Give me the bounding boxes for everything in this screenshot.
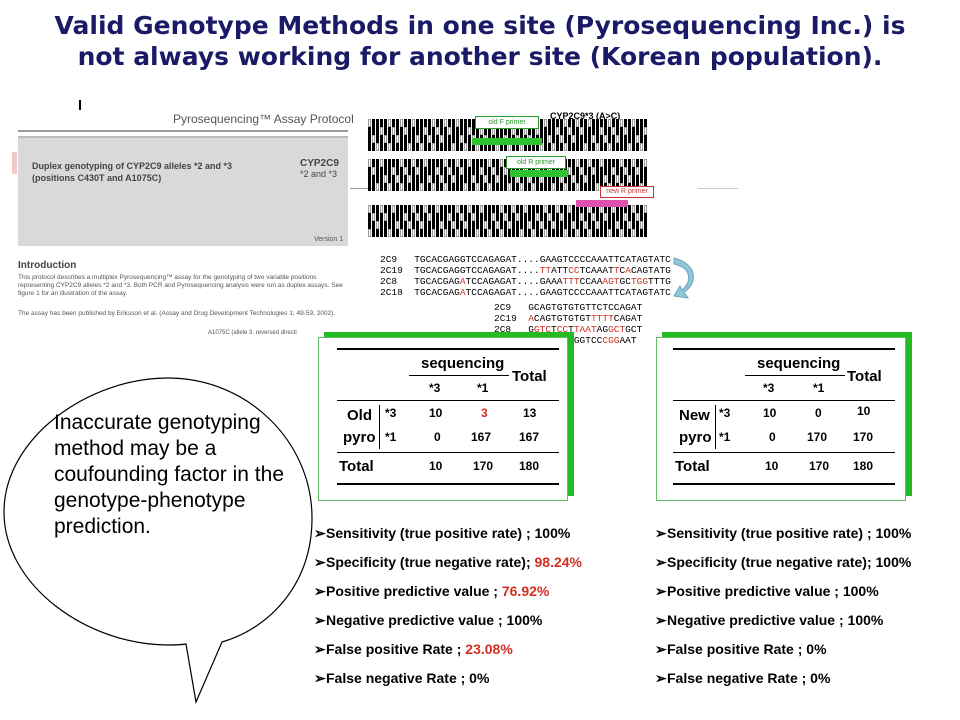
old-total-c2: 170 bbox=[473, 459, 494, 473]
arrow-bullet-icon: ➢ bbox=[655, 612, 667, 628]
stat-row bbox=[655, 524, 911, 553]
arrow-bullet-icon: ➢ bbox=[314, 641, 326, 657]
sequence-residues: TGCACGAGATCCAGAGAT....GAAGTCCCCAAATTCATAGTATC bbox=[414, 287, 671, 298]
mismatch-residue: G bbox=[608, 335, 614, 346]
new-r2-c1: 0 bbox=[769, 430, 776, 444]
old-total-row-label: Total bbox=[339, 458, 374, 475]
mismatch-residue: A bbox=[585, 324, 591, 335]
stat-label: Sensitivity (true positive rate) ; bbox=[667, 525, 876, 541]
stat-row bbox=[314, 553, 582, 582]
arrow-bullet-icon: ➢ bbox=[655, 554, 667, 570]
new-r2-c2: 170 bbox=[807, 430, 828, 444]
sequence-alignment bbox=[350, 108, 696, 346]
alignment-row bbox=[368, 208, 648, 216]
new-total-row-label: Total bbox=[675, 458, 710, 475]
mismatch-residue: A bbox=[459, 276, 466, 287]
mismatch-residue: G bbox=[608, 324, 614, 335]
mismatch-residue: C bbox=[545, 324, 552, 335]
arrow-bullet-icon: ➢ bbox=[314, 583, 326, 599]
arrow-bullet-icon: ➢ bbox=[314, 554, 326, 570]
mismatch-residue: G bbox=[642, 276, 649, 287]
mismatch-residue: A bbox=[602, 276, 609, 287]
mismatch-residue: T bbox=[590, 313, 597, 324]
new-r2-total: 170 bbox=[853, 430, 874, 444]
mismatch-residue: G bbox=[613, 335, 620, 346]
protocol-box-gene bbox=[300, 158, 339, 180]
stat-label: Positive predictive value ; bbox=[326, 583, 502, 599]
new-r1-c2: 0 bbox=[815, 406, 822, 420]
stat-row bbox=[314, 582, 582, 611]
stat-value: 0% bbox=[806, 641, 827, 657]
mismatch-residue: T bbox=[573, 324, 580, 335]
old-r1-c1: 10 bbox=[429, 406, 443, 420]
protocol-intro-heading: Introduction bbox=[18, 260, 77, 271]
old-row-label-2: pyro bbox=[343, 429, 376, 446]
old-r1-c2: 3 bbox=[481, 406, 488, 420]
old-table-content bbox=[319, 338, 567, 500]
new-col-3: *3 bbox=[763, 381, 775, 395]
sequence-line bbox=[380, 254, 671, 265]
new-pyro-table bbox=[656, 337, 906, 501]
sequence-name: 2C19 bbox=[494, 313, 529, 324]
stat-value: 100% bbox=[842, 583, 879, 599]
old-r2-label: *1 bbox=[385, 430, 397, 444]
old-total-header: Total bbox=[512, 368, 547, 385]
stat-row bbox=[655, 582, 911, 611]
old-r1-total: 13 bbox=[523, 406, 537, 420]
new-r1-label: *3 bbox=[719, 406, 731, 420]
mismatch-residue: T bbox=[573, 276, 580, 287]
sequence-name: 2C9 bbox=[494, 302, 529, 313]
old-col-1: *1 bbox=[477, 381, 489, 395]
protocol-header: Pyrosequencing™ Assay Protocol bbox=[173, 112, 354, 126]
mismatch-residue: T bbox=[568, 276, 574, 287]
new-total-c3: 180 bbox=[853, 459, 874, 473]
protocol-title-box bbox=[18, 136, 348, 246]
arrow-bullet-icon: ➢ bbox=[314, 612, 326, 628]
stat-value: 76.92% bbox=[501, 583, 550, 599]
sequence-name: 2C18 bbox=[380, 287, 415, 298]
sequence-residues: TGCACGAGGTCCAGAGAT....GAAGTCCCCAAATTCATAGTATC bbox=[414, 254, 671, 265]
stat-label: Positive predictive value ; bbox=[667, 583, 843, 599]
old-pyro-table bbox=[318, 337, 568, 501]
mismatch-residue: A bbox=[459, 287, 466, 298]
sequence-line bbox=[380, 265, 671, 276]
alignment-row bbox=[368, 130, 648, 138]
sequence-line bbox=[494, 302, 642, 313]
stat-value: 100% bbox=[875, 554, 912, 570]
stat-value: 100% bbox=[534, 525, 571, 541]
new-row-label-1: New bbox=[679, 407, 710, 424]
arrow-bullet-icon: ➢ bbox=[314, 525, 326, 541]
stat-value: 98.24% bbox=[534, 554, 582, 570]
new-total-c2: 170 bbox=[809, 459, 830, 473]
stat-value: 100% bbox=[847, 612, 884, 628]
mismatch-residue: G bbox=[636, 276, 643, 287]
old-r2-total: 167 bbox=[519, 430, 540, 444]
old-total-c1: 10 bbox=[429, 459, 443, 473]
stat-value: 23.08% bbox=[465, 641, 513, 657]
old-row-label-1: Old bbox=[347, 407, 372, 424]
sequence-line bbox=[494, 324, 642, 335]
divider bbox=[698, 188, 738, 189]
mismatch-residue: C bbox=[562, 324, 569, 335]
new-col-1: *1 bbox=[813, 381, 825, 395]
mismatch-residue: C bbox=[613, 324, 620, 335]
old-sequencing-header: sequencing bbox=[421, 355, 505, 372]
stat-row bbox=[314, 524, 582, 553]
mismatch-residue: T bbox=[608, 313, 614, 324]
mismatch-residue: C bbox=[568, 265, 574, 276]
new-r1-c1: 10 bbox=[763, 406, 777, 420]
stat-label: Negative predictive value ; bbox=[667, 612, 848, 628]
mismatch-residue: A bbox=[579, 324, 586, 335]
stat-row bbox=[314, 640, 582, 669]
sequence-residues: TGCACGAGGTCCAGAGAT....TTATTCCTCAAATTCACAGTATG bbox=[414, 265, 671, 276]
protocol-version: Version 1 bbox=[314, 236, 344, 243]
old-total-c3: 180 bbox=[519, 459, 540, 473]
red-marker bbox=[12, 152, 17, 174]
old-col-3: *3 bbox=[429, 381, 441, 395]
old-f-primer-label: old F primer bbox=[475, 116, 539, 129]
mismatch-residue: T bbox=[539, 324, 546, 335]
new-table-content bbox=[657, 338, 905, 500]
sequence-residues: ACAGTGTGTGTTTTTCAGAT bbox=[528, 313, 643, 324]
protocol-note: The assay has been published by Eriksson et al. (Assay and Drug Development Technologies 1; 49-59, 2002). bbox=[18, 310, 336, 317]
old-stats-list bbox=[314, 524, 582, 698]
old-r2-c2: 167 bbox=[471, 430, 492, 444]
mismatch-residue: A bbox=[528, 313, 534, 324]
sequence-residues: GCAGTGTGTGTTCTCCAGAT bbox=[528, 302, 643, 313]
protocol-rule bbox=[18, 130, 348, 132]
protocol-intro-text: This protocol describes a multiplex Pyrosequencing™ assay for the genotyping of two variable positions representing CYP2C9 alleles *2 and *3. Both PCR and Pyrosequencing analysis were run as duplex assays. See figure 1 for an illustration of the assay. bbox=[18, 274, 343, 297]
stat-value: 0% bbox=[469, 670, 490, 686]
sequence-name: 2C19 bbox=[380, 265, 415, 276]
stat-label: False positive Rate ; bbox=[667, 641, 807, 657]
protocol-excerpt bbox=[18, 104, 354, 344]
old-r-primer-label: old R primer bbox=[506, 156, 566, 169]
new-sequencing-header: sequencing bbox=[757, 355, 841, 372]
stat-label: Negative predictive value ; bbox=[326, 612, 507, 628]
protocol-fig-caption: A1075C (allele 3, reversed directi bbox=[208, 330, 297, 336]
curved-arrow-icon bbox=[670, 256, 700, 300]
mismatch-residue: T bbox=[613, 276, 620, 287]
stat-label: Specificity (true negative rate); bbox=[326, 554, 535, 570]
stat-row bbox=[314, 611, 582, 640]
old-f-primer-highlight bbox=[472, 138, 542, 145]
alignment-row bbox=[368, 216, 648, 224]
new-total-header: Total bbox=[847, 368, 882, 385]
new-stats-list bbox=[655, 524, 911, 698]
sequence-name: 2C8 bbox=[494, 324, 529, 335]
stat-label: False positive Rate ; bbox=[326, 641, 466, 657]
alignment-row bbox=[368, 224, 648, 232]
new-r2-label: *1 bbox=[719, 430, 731, 444]
mismatch-residue: G bbox=[533, 324, 540, 335]
mismatch-residue: C bbox=[573, 265, 580, 276]
old-r2-c1: 0 bbox=[434, 430, 441, 444]
protocol-gene: CYP2C9 bbox=[300, 158, 339, 169]
old-r1-label: *3 bbox=[385, 406, 397, 420]
sequence-line bbox=[494, 313, 642, 324]
sequence-name: 2C8 bbox=[380, 276, 415, 287]
sequence-residues: AGGTCCCGGAAT bbox=[528, 335, 636, 346]
stat-value: 0% bbox=[810, 670, 831, 686]
new-row-divider bbox=[715, 405, 716, 449]
new-total-c1: 10 bbox=[765, 459, 779, 473]
old-r-primer-highlight bbox=[510, 170, 568, 177]
new-row-label-2: pyro bbox=[679, 429, 712, 446]
sequence-residues: GGTCTCCTTAATAGGCTGCT bbox=[528, 324, 643, 335]
new-r-primer-highlight bbox=[576, 200, 628, 207]
mismatch-residue: T bbox=[590, 324, 597, 335]
stat-label: False negative Rate ; bbox=[326, 670, 470, 686]
arrow-bullet-icon: ➢ bbox=[655, 583, 667, 599]
old-row-divider bbox=[379, 405, 380, 449]
mismatch-residue: T bbox=[596, 313, 603, 324]
stat-label: False negative Rate ; bbox=[667, 670, 811, 686]
new-r-primer-label: new R primer bbox=[600, 186, 654, 198]
arrow-bullet-icon: ➢ bbox=[314, 670, 326, 686]
protocol-alleles: *2 and *3 bbox=[300, 169, 338, 179]
stat-value: 100% bbox=[875, 525, 912, 541]
stat-value: 100% bbox=[506, 612, 543, 628]
sequence-residues: TGCACGAGATCCAGAGAT....GAAATTTCCAAAGTGCTGGTTTG bbox=[414, 276, 671, 287]
sequence-name: 2C9 bbox=[380, 254, 415, 265]
mismatch-residue: T bbox=[613, 265, 620, 276]
mismatch-residue: C bbox=[602, 335, 609, 346]
new-r1-total: 10 bbox=[857, 404, 871, 418]
mismatch-residue: T bbox=[630, 276, 637, 287]
mismatch-residue: T bbox=[539, 265, 546, 276]
slide-title bbox=[0, 10, 960, 72]
stat-row bbox=[655, 669, 911, 698]
alignment-row bbox=[368, 170, 648, 178]
arrow-bullet-icon: ➢ bbox=[655, 641, 667, 657]
stat-label: Sensitivity (true positive rate) ; bbox=[326, 525, 535, 541]
mismatch-residue: T bbox=[562, 276, 569, 287]
arrow-bullet-icon: ➢ bbox=[655, 525, 667, 541]
mismatch-residue: C bbox=[556, 324, 563, 335]
stat-row bbox=[655, 553, 911, 582]
stat-label: Specificity (true negative rate); bbox=[667, 554, 876, 570]
mismatch-residue: G bbox=[608, 276, 614, 287]
stat-row bbox=[655, 640, 911, 669]
alignment-row bbox=[368, 178, 648, 186]
bubble-text: Inaccurate genotyping method may be a coufounding factor in the genotype-phenotype prediction. bbox=[54, 411, 284, 538]
mismatch-residue: T bbox=[602, 313, 609, 324]
title-line-2: not always working for another site (Korean population). bbox=[77, 42, 883, 71]
mismatch-residue: T bbox=[619, 324, 626, 335]
protocol-box-title: Duplex genotyping of CYP2C9 alleles *2 and *3 (positions C430T and A1075C) bbox=[32, 161, 233, 183]
mismatch-residue: A bbox=[625, 265, 631, 276]
stat-row bbox=[655, 611, 911, 640]
title-line-1: Valid Genotype Methods in one site (Pyrosequencing Inc.) is bbox=[54, 11, 906, 40]
arrow-bullet-icon: ➢ bbox=[655, 670, 667, 686]
stat-row bbox=[314, 669, 582, 698]
cyp2c9-3-label: CYP2C9*3 (A>C) bbox=[550, 111, 621, 121]
mismatch-residue: T bbox=[545, 265, 552, 276]
